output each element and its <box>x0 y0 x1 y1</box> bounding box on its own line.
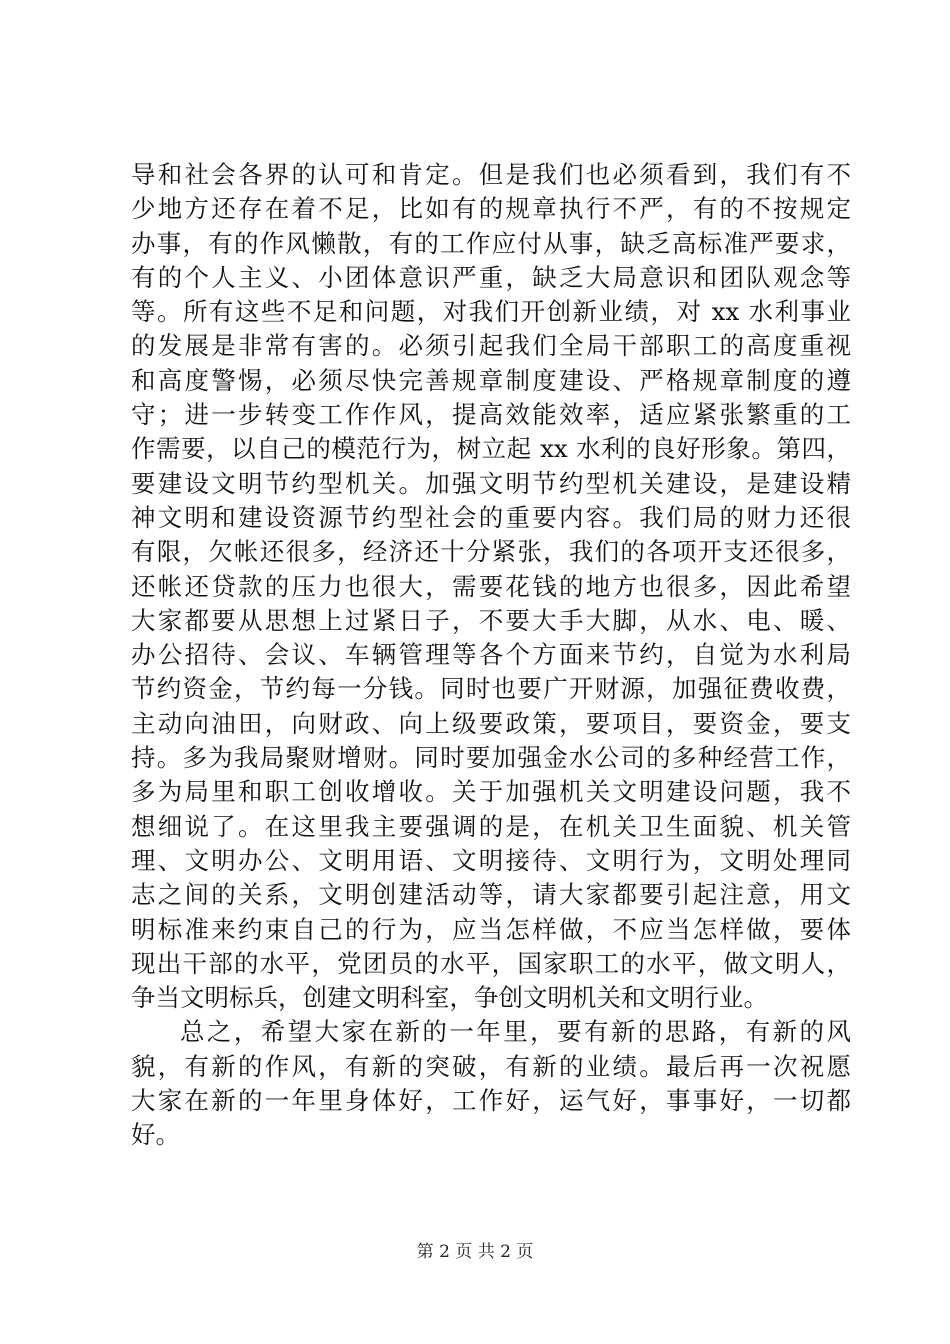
text-line: 还帐还贷款的压力也很大，需要花钱的地方也很多，因此希望 <box>131 571 851 601</box>
text-line: 的发展是非常有害的。必须引起我们全局干部职工的高度重视 <box>131 331 851 361</box>
text-line: 和高度警惕，必须尽快完善规章制度建设、严格规章制度的遵 <box>131 365 851 395</box>
text-line: 想细说了。在这里我主要强调的是，在机关卫生面貌、机关管 <box>131 811 851 841</box>
document-body <box>131 158 851 1153</box>
text-line: 好。 <box>131 1120 180 1150</box>
text-line: 办事，有的作风懒散，有的工作应付从事，缺乏高标准严要求， <box>131 228 851 258</box>
text-line: 守；进一步转变工作作风，提高效能效率，适应紧张繁重的工 <box>131 400 851 430</box>
text-line: 持。多为我局聚财增财。同时要加强金水公司的多种经营工作， <box>131 743 851 773</box>
text-line: 现出干部的水平，党团员的水平，国家职工的水平，做文明人， <box>131 948 851 978</box>
text-line: 导和社会各界的认可和肯定。但是我们也必须看到，我们有不 <box>131 160 851 189</box>
text-line: 办公招待、会议、车辆管理等各个方面来节约，自觉为水利局 <box>131 640 851 670</box>
text-line: 大家在新的一年里身体好，工作好，运气好，事事好，一切都 <box>131 1086 851 1116</box>
text-line: 有的个人主义、小团体意识严重，缺乏大局意识和团队观念等 <box>131 262 851 292</box>
text-line: 主动向油田，向财政、向上级要政策，要项目，要资金，要支 <box>131 708 851 738</box>
text-line: 多为局里和职工创收增收。关于加强机关文明建设问题，我不 <box>131 777 851 807</box>
text-line: 节约资金，节约每一分钱。同时也要广开财源，加强征费收费， <box>131 674 851 704</box>
text-line: 少地方还存在着不足，比如有的规章执行不严，有的不按规定 <box>131 194 851 224</box>
text-line: 争当文明标兵，创建文明科室，争创文明机关和文明行业。 <box>131 983 768 1013</box>
text-line: 貌，有新的作风，有新的突破，有新的业绩。最后再一次祝愿 <box>131 1051 851 1081</box>
text-line: 要建设文明节约型机关。加强文明节约型机关建设，是建设精 <box>131 468 851 498</box>
text-line: 志之间的关系，文明创建活动等，请大家都要引起注意，用文 <box>131 880 851 910</box>
text-line: 神文明和建设资源节约型社会的重要内容。我们局的财力还很 <box>131 502 851 532</box>
page-number-footer: 第 2 页 共 2 页 <box>416 1242 534 1262</box>
text-line: 等。所有这些不足和问题，对我们开创新业绩，对 xx 水利事业 <box>131 297 851 327</box>
text-line: 有限，欠帐还很多，经济还十分紧张，我们的各项开支还很多， <box>131 537 851 567</box>
text-line: 明标准来约束自己的行为，应当怎样做，不应当怎样做，要体 <box>131 914 851 944</box>
text-line: 总之，希望大家在新的一年里，要有新的思路，有新的风 <box>180 1017 851 1047</box>
text-line: 理、文明办公、文明用语、文明接待、文明行为，文明处理同 <box>131 845 851 875</box>
text-line: 作需要，以自己的模范行为，树立起 xx 水利的良好形象。第四， <box>131 434 851 464</box>
paragraph-1 <box>131 158 851 1015</box>
paragraph-2 <box>131 1015 851 1152</box>
text-line: 大家都要从思想上过紧日子，不要大手大脚，从水、电、暖、 <box>131 605 851 635</box>
